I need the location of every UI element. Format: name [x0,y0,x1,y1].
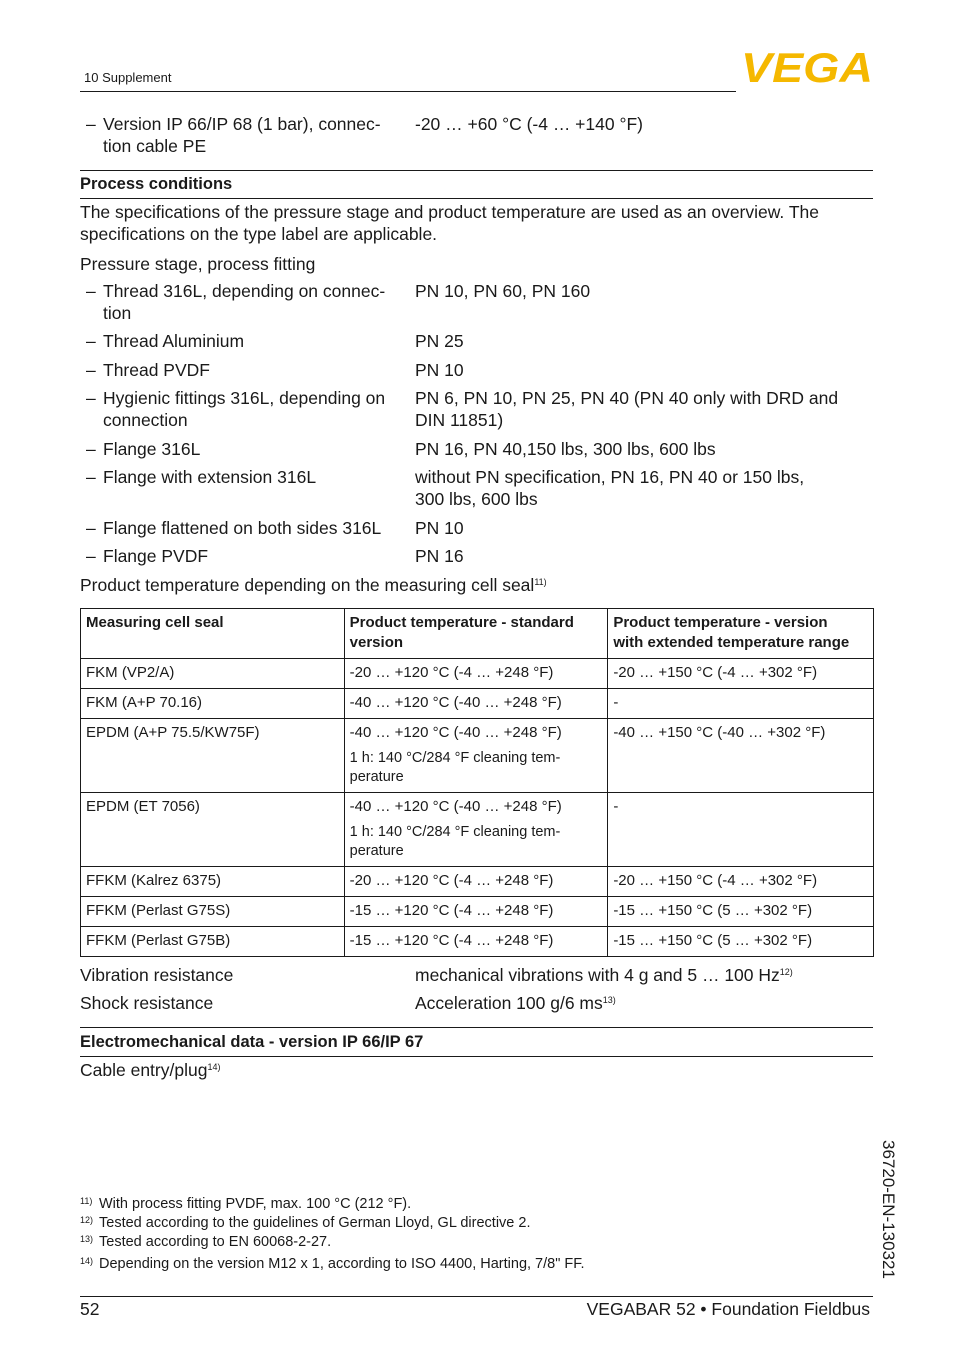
pressure-item-value [415,359,865,381]
intro-line-2: specifications on the type label are applicable. [80,224,438,244]
pressure-item-value [415,387,865,431]
table-row [81,897,874,927]
section-rule-top [80,170,873,171]
section-title-electromechanical: Electromechanical data - version IP 66/IP 67 [80,1033,424,1051]
section-rule-top [80,1027,873,1028]
table-row [81,719,874,793]
cell-extended: -40 … +150 °C (-40 … +302 °F) [608,719,874,793]
col-header-standard: Product temperature - standard version [344,609,608,659]
pressure-item-value-line1: PN 10, PN 60, PN 160 [415,281,591,301]
footnote-ref: 11) [534,577,547,587]
cell-seal: FFKM (Perlast G75B) [81,927,345,957]
footnote [80,1196,411,1212]
cell-standard: -40 … +120 °C (-40 … +248 °F) 1 h: 140 °C/284 °F cleaning tem- perature [344,793,608,867]
footnote-ref: 13) [602,995,616,1005]
cell-extended: -15 … +150 °C (5 … +302 °F) [608,897,874,927]
footnote-ref: 12) [779,967,793,977]
cable-entry-label [80,1059,870,1081]
top-item-line1: Version IP 66/IP 68 (1 bar), connec- [103,114,381,134]
vibration-label: Vibration resistance [80,965,234,985]
footnote-text: With process fitting PVDF, max. 100 °C (212 °F). [99,1196,412,1212]
top-item-label [86,113,406,157]
pressure-heading: Pressure stage, process fitting [80,254,316,274]
side-document-code [878,1140,898,1300]
pressure-item-value-line1: PN 16 [415,546,464,566]
measuring-cell-seal-table [80,608,874,957]
bullet-dash: – [86,439,96,459]
pressure-item-label [86,387,406,431]
pressure-item-value-line2: DIN 11851) [415,410,504,430]
top-item-line2: tion cable PE [103,136,207,156]
temp-heading-text: Product temperature depending on the measuring cell seal [80,575,535,595]
bullet-dash: – [86,388,96,408]
cleaning-note: 1 h: 140 °C/284 °F cleaning tem- perature [349,750,561,785]
col-header-seal: Measuring cell seal [81,609,345,659]
vibration-value-text: mechanical vibrations with 4 g and 5 … 100 Hz [415,965,780,985]
bullet-dash: – [86,546,96,566]
product-name: VEGABAR 52 • Foundation Fieldbus [586,1299,870,1319]
footnote-number: 14) [80,1256,94,1266]
cell-extended: - [608,793,874,867]
bullet-dash: – [86,281,96,301]
pressure-item-label-line1: Hygienic fittings 316L, depending on [103,388,386,408]
footnote [80,1234,331,1250]
bullet-dash: – [86,467,96,487]
pressure-item-label-line1: Flange PVDF [103,546,209,566]
temp-heading [80,574,870,596]
shock-value [415,992,865,1014]
pressure-item-label [86,280,406,324]
cell-seal: FKM (VP2/A) [81,659,345,689]
pressure-item-label-line1: Flange flattened on both sides 316L [103,518,382,538]
cable-entry-text: Cable entry/plug [80,1060,208,1080]
page-number: 52 [80,1299,100,1319]
table-header-row [81,609,874,659]
pressure-item-value [415,466,865,510]
cell-standard: -20 … +120 °C (-4 … +248 °F) [344,659,608,689]
pressure-item-label-line2: connection [103,410,188,430]
bullet-dash: – [86,331,96,351]
cell-seal: EPDM (ET 7056) [81,793,345,867]
table-row [81,689,874,719]
cell-extended: -20 … +150 °C (-4 … +302 °F) [608,867,874,897]
pressure-item-value [415,545,865,567]
footnote-text: Tested according to the guidelines of German Lloyd, GL directive 2. [99,1215,531,1231]
pressure-item-label-line2: tion [103,303,132,323]
cell-extended: -20 … +150 °C (-4 … +302 °F) [608,659,874,689]
pressure-item-value-line1: PN 10 [415,360,464,380]
table-row [81,659,874,689]
pressure-item-value [415,280,865,302]
table-row [81,793,874,867]
footnote-text: Tested according to EN 60068-2-27. [99,1234,332,1250]
shock-label: Shock resistance [80,993,214,1013]
cell-seal: FKM (A+P 70.16) [81,689,345,719]
pressure-item-value-line1: PN 16, PN 40,150 lbs, 300 lbs, 600 lbs [415,439,716,459]
cell-standard: -40 … +120 °C (-40 … +248 °F) [344,689,608,719]
pressure-item-label-line1: Thread PVDF [103,360,210,380]
side-document-code-text: 36720-EN-130321 [879,1140,898,1279]
footnote [80,1215,530,1231]
pressure-item-value-line2: 300 lbs, 600 lbs [415,489,538,509]
bullet-dash: – [86,114,96,134]
bullet-dash: – [86,518,96,538]
shock-value-text: Acceleration 100 g/6 ms [415,993,603,1013]
pressure-item-label [86,438,406,460]
col-header-extended: Product temperature - version with extended temperature range [608,609,874,659]
table-row [81,867,874,897]
footnote-number: 12) [80,1215,94,1225]
footer-rule [80,1296,873,1297]
pressure-item-label [86,359,406,381]
footnote-text: Depending on the version M12 x 1, according to ISO 4400, Harting, 7/8" FF. [99,1256,585,1272]
cell-seal: FFKM (Kalrez 6375) [81,867,345,897]
pressure-item-label [86,517,406,539]
cell-standard: -20 … +120 °C (-4 … +248 °F) [344,867,608,897]
pressure-item-value-line1: PN 10 [415,518,464,538]
pressure-item-value [415,438,865,460]
pressure-item-value [415,517,865,539]
cell-standard: -40 … +120 °C (-40 … +248 °F) 1 h: 140 °C/284 °F cleaning tem- perature [344,719,608,793]
pressure-item-label [86,466,406,488]
top-item-value: -20 … +60 °C (-4 … +140 °F) [415,114,643,134]
vega-logo [740,50,874,84]
footnote-ref: 14) [207,1062,221,1072]
pressure-item-label-line1: Flange with extension 316L [103,467,317,487]
cell-seal: EPDM (A+P 75.5/KW75F) [81,719,345,793]
vibration-value [415,964,865,986]
pressure-item-value [415,330,865,352]
footnote [80,1256,585,1272]
pressure-item-value-line1: PN 25 [415,331,464,351]
cell-standard: -15 … +120 °C (-4 … +248 °F) [344,927,608,957]
cell-standard: -15 … +120 °C (-4 … +248 °F) [344,897,608,927]
pressure-item-value-line1: without PN specification, PN 16, PN 40 or 150 lbs, [415,467,805,487]
cell-seal: FFKM (Perlast G75S) [81,897,345,927]
pressure-item-label-line1: Thread 316L, depending on connec- [103,281,386,301]
footnote-number: 11) [80,1196,93,1206]
vega-logo-text: VEGA [741,50,873,84]
section-title-process-conditions: Process conditions [80,175,233,193]
section-rule-bottom [80,1056,873,1057]
header-rule [80,91,736,92]
intro-paragraph [80,201,870,245]
section-rule-bottom [80,198,873,199]
footnote-number: 13) [80,1234,94,1244]
section-label: 10 Supplement [84,70,172,85]
bullet-dash: – [86,360,96,380]
cleaning-note: 1 h: 140 °C/284 °F cleaning tem- perature [349,824,561,859]
intro-line-1: The specifications of the pressure stage and product temperature are used as an overview. The [80,202,819,222]
table-row [81,927,874,957]
cell-extended: - [608,689,874,719]
pressure-item-label-line1: Flange 316L [103,439,201,459]
pressure-item-value-line1: PN 6, PN 10, PN 25, PN 40 (PN 40 only with DRD and [415,388,839,408]
pressure-item-label-line1: Thread Aluminium [103,331,245,351]
pressure-item-label [86,330,406,352]
pressure-item-label [86,545,406,567]
cell-extended: -15 … +150 °C (5 … +302 °F) [608,927,874,957]
